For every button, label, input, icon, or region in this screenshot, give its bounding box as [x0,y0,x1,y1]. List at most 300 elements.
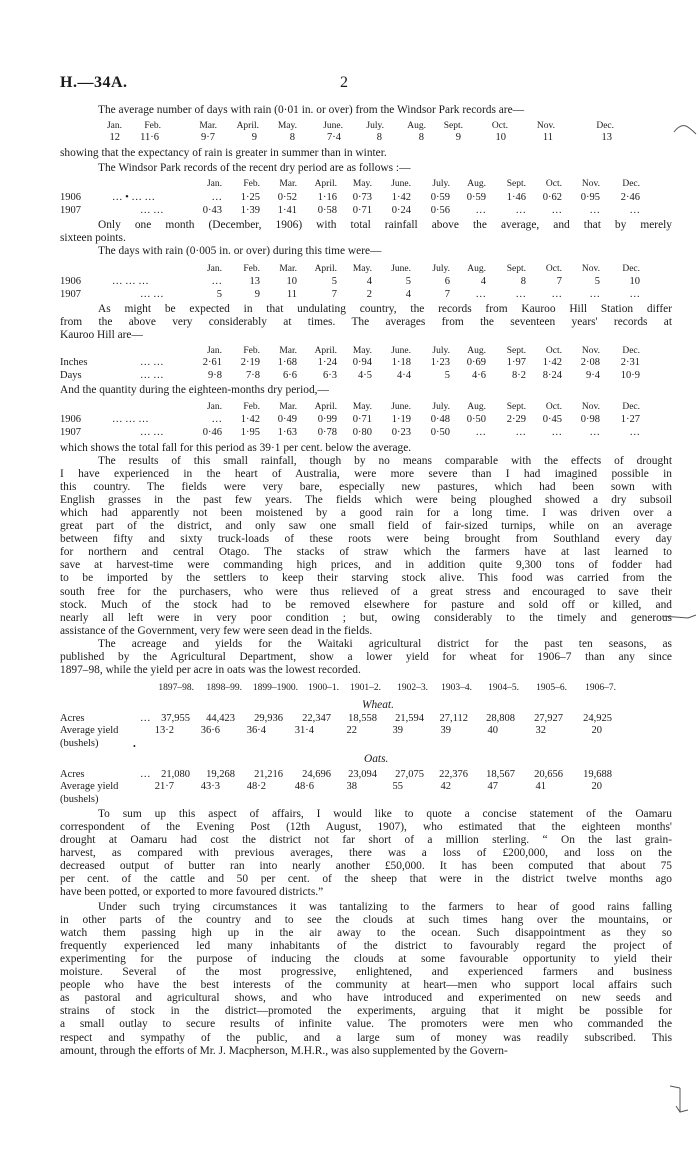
month-header: Dec. [622,346,640,356]
value-cell: 1·25 [240,192,260,203]
paragraph-line: drought at Oamaru had cost the district not far short of a million sterling. “ On the last grain- [60,834,672,847]
value-cell: 11·6 [140,132,159,143]
paragraph-line: strains of stock in the district—promoted the experiments, arguing that it might be possible for [60,1005,672,1018]
month-header: Sept. [506,346,526,356]
row-label: Days [60,370,82,381]
value-cell: 0·24 [391,205,411,216]
value-cell: … [589,205,600,216]
value-cell: … [211,276,222,287]
leader-dots: … … … [112,276,149,287]
value-cell: 21,080 [161,769,190,780]
value-cell: 6·6 [283,370,297,381]
leader-dots: … … … [112,414,149,425]
value-cell: 1·39 [240,205,260,216]
value-cell: 10 [495,132,506,143]
month-header: Jan. [206,179,222,189]
value-cell: 27,927 [534,713,563,724]
month-header: Sept. [506,402,526,412]
month-header: April. [314,179,337,189]
row-label: Acres [60,769,85,780]
month-header: Nov. [581,402,600,412]
month-header: Feb. [243,264,260,274]
value-cell: 39 [440,725,451,736]
value-cell: 1·23 [430,357,450,368]
row-label: 1907 [60,427,81,438]
month-header: Dec. [622,402,640,412]
paragraph-line: The days with rain (0·005 in. or over) during this time were— [98,245,382,257]
value-cell: … [551,289,562,300]
value-cell: 11 [286,289,297,300]
value-cell: 0·49 [277,414,297,425]
leader-dots: … … [140,205,164,216]
margin-pencil-mark [666,1080,696,1120]
paragraph-line: decreased output of butter ran into nearly another £50,000. It has been computed that about 75 [60,860,672,873]
paragraph-line: To sum up this aspect of affairs, I would like to quote a concise statement of the Oamaru [98,808,672,820]
value-cell: 0·94 [352,357,372,368]
month-header: Aug. [467,346,486,356]
value-cell: 36·6 [200,725,220,736]
paragraph-line: respect and sympathy of the public, and a large sum of money was readily subscribed. This [60,1031,672,1044]
month-header: Aug. [407,121,426,131]
value-cell: 19,268 [206,769,235,780]
value-cell: … [211,414,222,425]
value-cell: 0·99 [317,414,337,425]
paragraph-line: The results of this small rainfall, though by no means comparable with the effects of drought [98,455,672,467]
value-cell: 9 [254,289,260,300]
paragraph-line: save at harvest-time were commanding high prices, and in addition quite 9,300 tons of fodder had [60,559,672,572]
value-cell: 48·6 [294,781,314,792]
value-cell: 0·80 [352,427,372,438]
value-cell: … [475,205,486,216]
stray-mark: • [133,742,136,751]
value-cell: 8 [520,276,526,287]
paragraph-line: from the above very considerably at times. The averages from the seventeen years' records at [60,316,672,329]
value-cell: 9 [455,132,461,143]
value-cell: 47 [487,781,498,792]
document-reference: H.—34A. [60,74,128,91]
paragraph-line: amount, through the efforts of Mr. J. Macpherson, M.H.R., was also supplemented by the Govern- [60,1044,508,1057]
month-header: June. [391,264,411,274]
month-header: April. [314,346,337,356]
month-header: Jan. [106,121,122,131]
value-cell: 24,696 [302,769,331,780]
value-cell: 1·42 [240,414,260,425]
wheat-section-title: Wheat. [362,699,394,711]
month-header: Feb. [243,402,260,412]
value-cell: 0·45 [542,414,562,425]
oats-yield-row [0,781,700,793]
value-cell: 8·24 [542,370,562,381]
value-cell: 22,376 [439,769,468,780]
raindays-1907-row [0,289,700,301]
value-cell: 2·31 [620,357,640,368]
paragraph-line: watch them passing high up in the air away to the ocean. Such disappointment as they so [60,927,672,940]
value-cell: 0·48 [430,414,450,425]
month-header: July. [366,121,384,131]
month-header: Mar. [279,402,297,412]
value-cell: 37,955 [161,713,190,724]
season-header: 1901–2. [350,683,381,693]
paragraph-line: And the quantity during the eighteen-months dry period,— [60,384,329,396]
paragraph-line: The Windsor Park records of the recent dry period are as follows :— [98,162,411,174]
paragraph-line: Under such trying circumstances it was tantalizing to the farmers to hear of good rains falling [98,901,672,913]
value-cell: 1·41 [277,205,297,216]
value-cell: 0·43 [202,205,222,216]
value-cell: 4 [366,276,372,287]
paragraph-line: this country. The fields were very bare, especially new pastures, which had been sown with [60,481,672,494]
value-cell: 13 [601,132,612,143]
paragraph-line: The acreage and yields for the Waitaki agricultural district for the past ten seasons, as [98,638,672,650]
month-header: April. [314,264,337,274]
row-label: 1906 [60,192,81,203]
paragraph-line: assistance of the Government, very few were seen dead in the fields. [60,624,373,637]
value-cell: 27,075 [395,769,424,780]
season-header: 1900–1. [308,683,339,693]
month-header: May. [352,346,372,356]
margin-pencil-mark [660,610,698,626]
wheat-yield-row [0,725,700,737]
month-header: Nov. [536,121,555,131]
value-cell: … [551,427,562,438]
month-header: Dec. [622,179,640,189]
month-header: Feb. [243,179,260,189]
oats-section-title: Oats. [364,753,389,765]
paragraph-line: between fifty and sixty truck-loads of these roots were being brought from Southland every day [60,533,672,546]
value-cell: 44,423 [206,713,235,724]
kauroo-1906-row [0,414,700,426]
month-header: Jan. [206,346,222,356]
value-cell: 7 [444,289,450,300]
month-header: Sept. [506,179,526,189]
value-cell: … [629,427,640,438]
value-cell: 8 [376,132,382,143]
month-header: July. [432,264,450,274]
row-label: 1907 [60,205,81,216]
month-header: Oct. [491,121,508,131]
leader-dots: … … [140,357,164,368]
month-header: Aug. [467,264,486,274]
leader-dots: … • … … [112,192,156,203]
value-cell: 18,567 [486,769,515,780]
kauroo-1907-row [0,427,700,439]
value-cell: … [515,427,526,438]
value-cell: 0·71 [352,414,372,425]
paragraph-line: Only one month (December, 1906) with total rainfall above the average, and that by merely [98,219,672,231]
value-cell: 12 [109,132,120,143]
paragraph-line: people who have the best interests of the community at heart—men who support local affairs such [60,979,672,992]
value-cell: … [515,205,526,216]
season-header: 1903–4. [441,683,472,693]
value-cell: 1·95 [240,427,260,438]
value-cell: 1·97 [506,357,526,368]
value-cell: 0·69 [466,357,486,368]
value-cell: 23,094 [348,769,377,780]
month-header: Dec. [622,264,640,274]
season-header-row [0,683,700,695]
value-cell: 55 [392,781,403,792]
value-cell: 5 [331,276,337,287]
page-number: 2 [340,74,348,91]
value-cell: … [475,427,486,438]
paragraph-line: published by the Agricultural Department, show a lower yield for wheat for 1906–7 than any since [60,651,672,664]
month-header: Sept. [506,264,526,274]
value-cell: 20 [591,781,602,792]
month-header: April. [314,402,337,412]
month-header: May. [352,402,372,412]
value-cell: 11 [542,132,553,143]
month-header: June. [391,179,411,189]
value-cell: 31·4 [294,725,314,736]
value-cell: 38 [346,781,357,792]
value-cell: 7 [556,276,562,287]
value-cell: 42 [440,781,451,792]
paragraph-line: English grasses in the past few years. The fields which were being ploughed showed a dry subsoil [60,494,672,507]
raindays-1906-row [0,276,700,288]
value-cell: … [515,289,526,300]
month-header: June. [391,402,411,412]
value-cell: 10 [629,276,640,287]
value-cell: 1·27 [620,414,640,425]
month-header: Nov. [581,179,600,189]
paragraph-line: to be imported by the settlers to keep their starving stock alive. This food was carried from the [60,572,672,585]
paragraph-line: south free for the purchasers, who were thus relieved of a great stress and encouraged to save their [60,585,672,598]
row-label: (bushels) [60,738,99,749]
rainfall-1906-row [0,192,700,204]
paragraph-line: moisture. Several of the most progressive, enlightened, and experienced farmers and business [60,966,672,979]
paragraph-line: great part of the district, and only saw one small field of fair-sized turnips, while on an average [60,520,672,533]
value-cell: 24,925 [583,713,612,724]
month-header: May. [277,121,297,131]
value-cell: 8·2 [512,370,526,381]
month-header: Oct. [545,264,562,274]
value-cell: 1·46 [506,192,526,203]
value-cell: … [589,427,600,438]
value-cell: 5 [444,370,450,381]
value-cell: 7·4 [327,132,341,143]
value-cell: 6·3 [323,370,337,381]
value-cell: 5 [405,276,411,287]
leader-dots: … [140,713,151,724]
paragraph-line: Kauroo Hill are— [60,329,143,342]
value-cell: 21·7 [154,781,174,792]
value-cell: 1·16 [317,192,337,203]
value-cell: 4·6 [472,370,486,381]
value-cell: 9·7 [201,132,215,143]
value-cell: 22 [346,725,357,736]
value-cell: 4·5 [358,370,372,381]
value-cell: 0·56 [430,205,450,216]
value-cell: 0·78 [317,427,337,438]
value-cell: 13 [249,276,260,287]
month-header: Mar. [279,346,297,356]
value-cell: 32 [535,725,546,736]
value-cell: … [629,205,640,216]
row-label: Average yield [60,781,119,792]
value-cell: 40 [487,725,498,736]
value-cell: 1·68 [277,357,297,368]
month-header: Mar. [199,121,217,131]
value-cell: 2·46 [620,192,640,203]
value-cell: 1·19 [391,414,411,425]
month-header: Nov. [581,264,600,274]
value-cell: 21,594 [395,713,424,724]
month-header: Dec. [596,121,614,131]
value-cell: 9 [251,132,257,143]
value-cell: 7 [331,289,337,300]
value-cell: 0·98 [580,414,600,425]
value-cell: 1·24 [317,357,337,368]
value-cell: 2·61 [202,357,222,368]
paragraph-line: which shows the total fall for this period as 39·1 per cent. below the average. [60,442,412,454]
month-header: May. [352,179,372,189]
value-cell: 29,936 [254,713,283,724]
value-cell: 4 [405,289,411,300]
oats-acres-row [0,769,700,781]
value-cell: 39 [392,725,403,736]
kauroo-inches-row [0,357,700,369]
value-cell: 20 [591,725,602,736]
value-cell: 36·4 [246,725,266,736]
month-header: June. [391,346,411,356]
value-cell: 13·2 [154,725,174,736]
month-header: Feb. [243,346,260,356]
value-cell: 0·95 [580,192,600,203]
value-cell: … [589,289,600,300]
value-cell: 0·23 [391,427,411,438]
kauroo-days-row [0,370,700,382]
value-cell: 0·50 [430,427,450,438]
row-label: 1906 [60,414,81,425]
value-cell: 10 [286,276,297,287]
paragraph-line: which had apparently not been moistened by a good rain for a long time. I was driven over a [60,507,672,520]
month-header: May. [352,264,372,274]
value-cell: 0·59 [466,192,486,203]
value-cell: 0·46 [202,427,222,438]
month-header: July. [432,179,450,189]
value-cell: 0·71 [352,205,372,216]
row-label: Inches [60,357,88,368]
value-cell: 1·42 [542,357,562,368]
paragraph-line: in other parts of the country and to see the clouds at such times hang over the mountains, or [60,914,672,927]
month-header-row [0,179,700,191]
paragraph-line: for northern and central Otago. The stacks of straw which the farmers have at last learned to [60,546,672,559]
month-header: Sept. [443,121,463,131]
value-cell: 0·58 [317,205,337,216]
value-cell: … [211,192,222,203]
value-cell: 22,347 [302,713,331,724]
month-header-row [0,402,700,414]
month-header: Mar. [279,179,297,189]
leader-dots: … … [140,427,164,438]
paragraph-line: 1897–98, while the yield per acre in oats was the lowest recorded. [60,664,361,677]
value-cell: 10·9 [620,370,640,381]
month-header: Oct. [545,179,562,189]
month-header: Aug. [467,179,486,189]
paragraph-line: per cent. of the cattle and 50 per cent. of the sheep that were in the district twelve months ago [60,873,672,886]
row-label: Acres [60,713,85,724]
value-cell: 8 [418,132,424,143]
paragraph-line: stock. Much of the stock had to be removed elsewhere for pasture and sold off or killed, and [60,598,672,611]
value-cell: 5 [594,276,600,287]
value-cell: 28,808 [486,713,515,724]
value-cell: 6 [444,276,450,287]
value-cell: 1·63 [277,427,297,438]
value-cell: 1·18 [391,357,411,368]
value-cell: … [475,289,486,300]
value-cell: … [551,205,562,216]
month-header: Feb. [144,121,161,131]
value-cell: … [629,289,640,300]
value-cell: 43·3 [200,781,220,792]
paragraph-line: harvest, as compared with previous averages, there was a loss of £200,000, and loss on the [60,847,672,860]
month-header: April. [236,121,259,131]
month-header: July. [432,402,450,412]
month-header: Jan. [206,264,222,274]
season-header: 1899–1900. [252,683,298,693]
paragraph-line: As might be expected in that undulating country, the records from Kauroo Hill Station differ [98,303,672,315]
value-cell: 19,688 [583,769,612,780]
value-cell: 18,558 [348,713,377,724]
value-cell: 2·19 [240,357,260,368]
paragraph-line: nearly all left were in very poor condition ; but, owing considerably to the timely and generous [60,611,672,624]
paragraph-line: correspondent of the Evening Post (12th August, 1907), who estimated that the eighteen months' [60,821,672,834]
value-cell: 0·59 [430,192,450,203]
season-header: 1898–99. [206,683,242,693]
month-header: Nov. [581,346,600,356]
season-header: 1902–3. [397,683,428,693]
rain-days-average-row [0,132,700,144]
wheat-acres-row [0,713,700,725]
row-label: 1907 [60,289,81,300]
leader-dots: … … [140,289,164,300]
season-header: 1905–6. [536,683,567,693]
value-cell: 0·50 [466,414,486,425]
value-cell: 0·62 [542,192,562,203]
paragraph-line: sixteen points. [60,232,126,244]
margin-pencil-mark [672,120,698,142]
month-header-row [0,264,700,276]
rainfall-1907-row [0,205,700,217]
paragraph-line: frequently experienced led many inhabitants of the district to favourably regard the project of [60,940,672,953]
month-header: July. [432,346,450,356]
season-header: 1904–5. [488,683,519,693]
value-cell: 21,216 [254,769,283,780]
paragraph-line: I have experienced in the heart of Australia, were more severe than I had imagined possible in [60,468,672,481]
season-header: 1906–7. [585,683,616,693]
month-header: Oct. [545,346,562,356]
row-label: (bushels) [60,794,99,805]
month-header: Oct. [545,402,562,412]
value-cell: 20,656 [534,769,563,780]
value-cell: 9·4 [586,370,600,381]
paragraph-line: showing that the expectancy of rain is greater in summer than in winter. [60,147,387,159]
row-label: Average yield [60,725,119,736]
month-header: Aug. [467,402,486,412]
value-cell: 2·29 [506,414,526,425]
value-cell: 9·8 [208,370,222,381]
paragraph-line: The average number of days with rain (0·01 in. or over) from the Windsor Park records are— [98,104,525,116]
value-cell: 41 [535,781,546,792]
paragraph-line: have been potted, or exported to more favoured districts.” [60,886,324,899]
value-cell: 27,112 [439,713,468,724]
paragraph-line: as pastoral and agricultural shows, and who have introduced and experimented on new seeds and [60,992,672,1005]
value-cell: 4 [480,276,486,287]
value-cell: 5 [216,289,222,300]
value-cell: 1·42 [391,192,411,203]
value-cell: 8 [289,132,295,143]
leader-dots: … [140,769,151,780]
value-cell: 2 [366,289,372,300]
